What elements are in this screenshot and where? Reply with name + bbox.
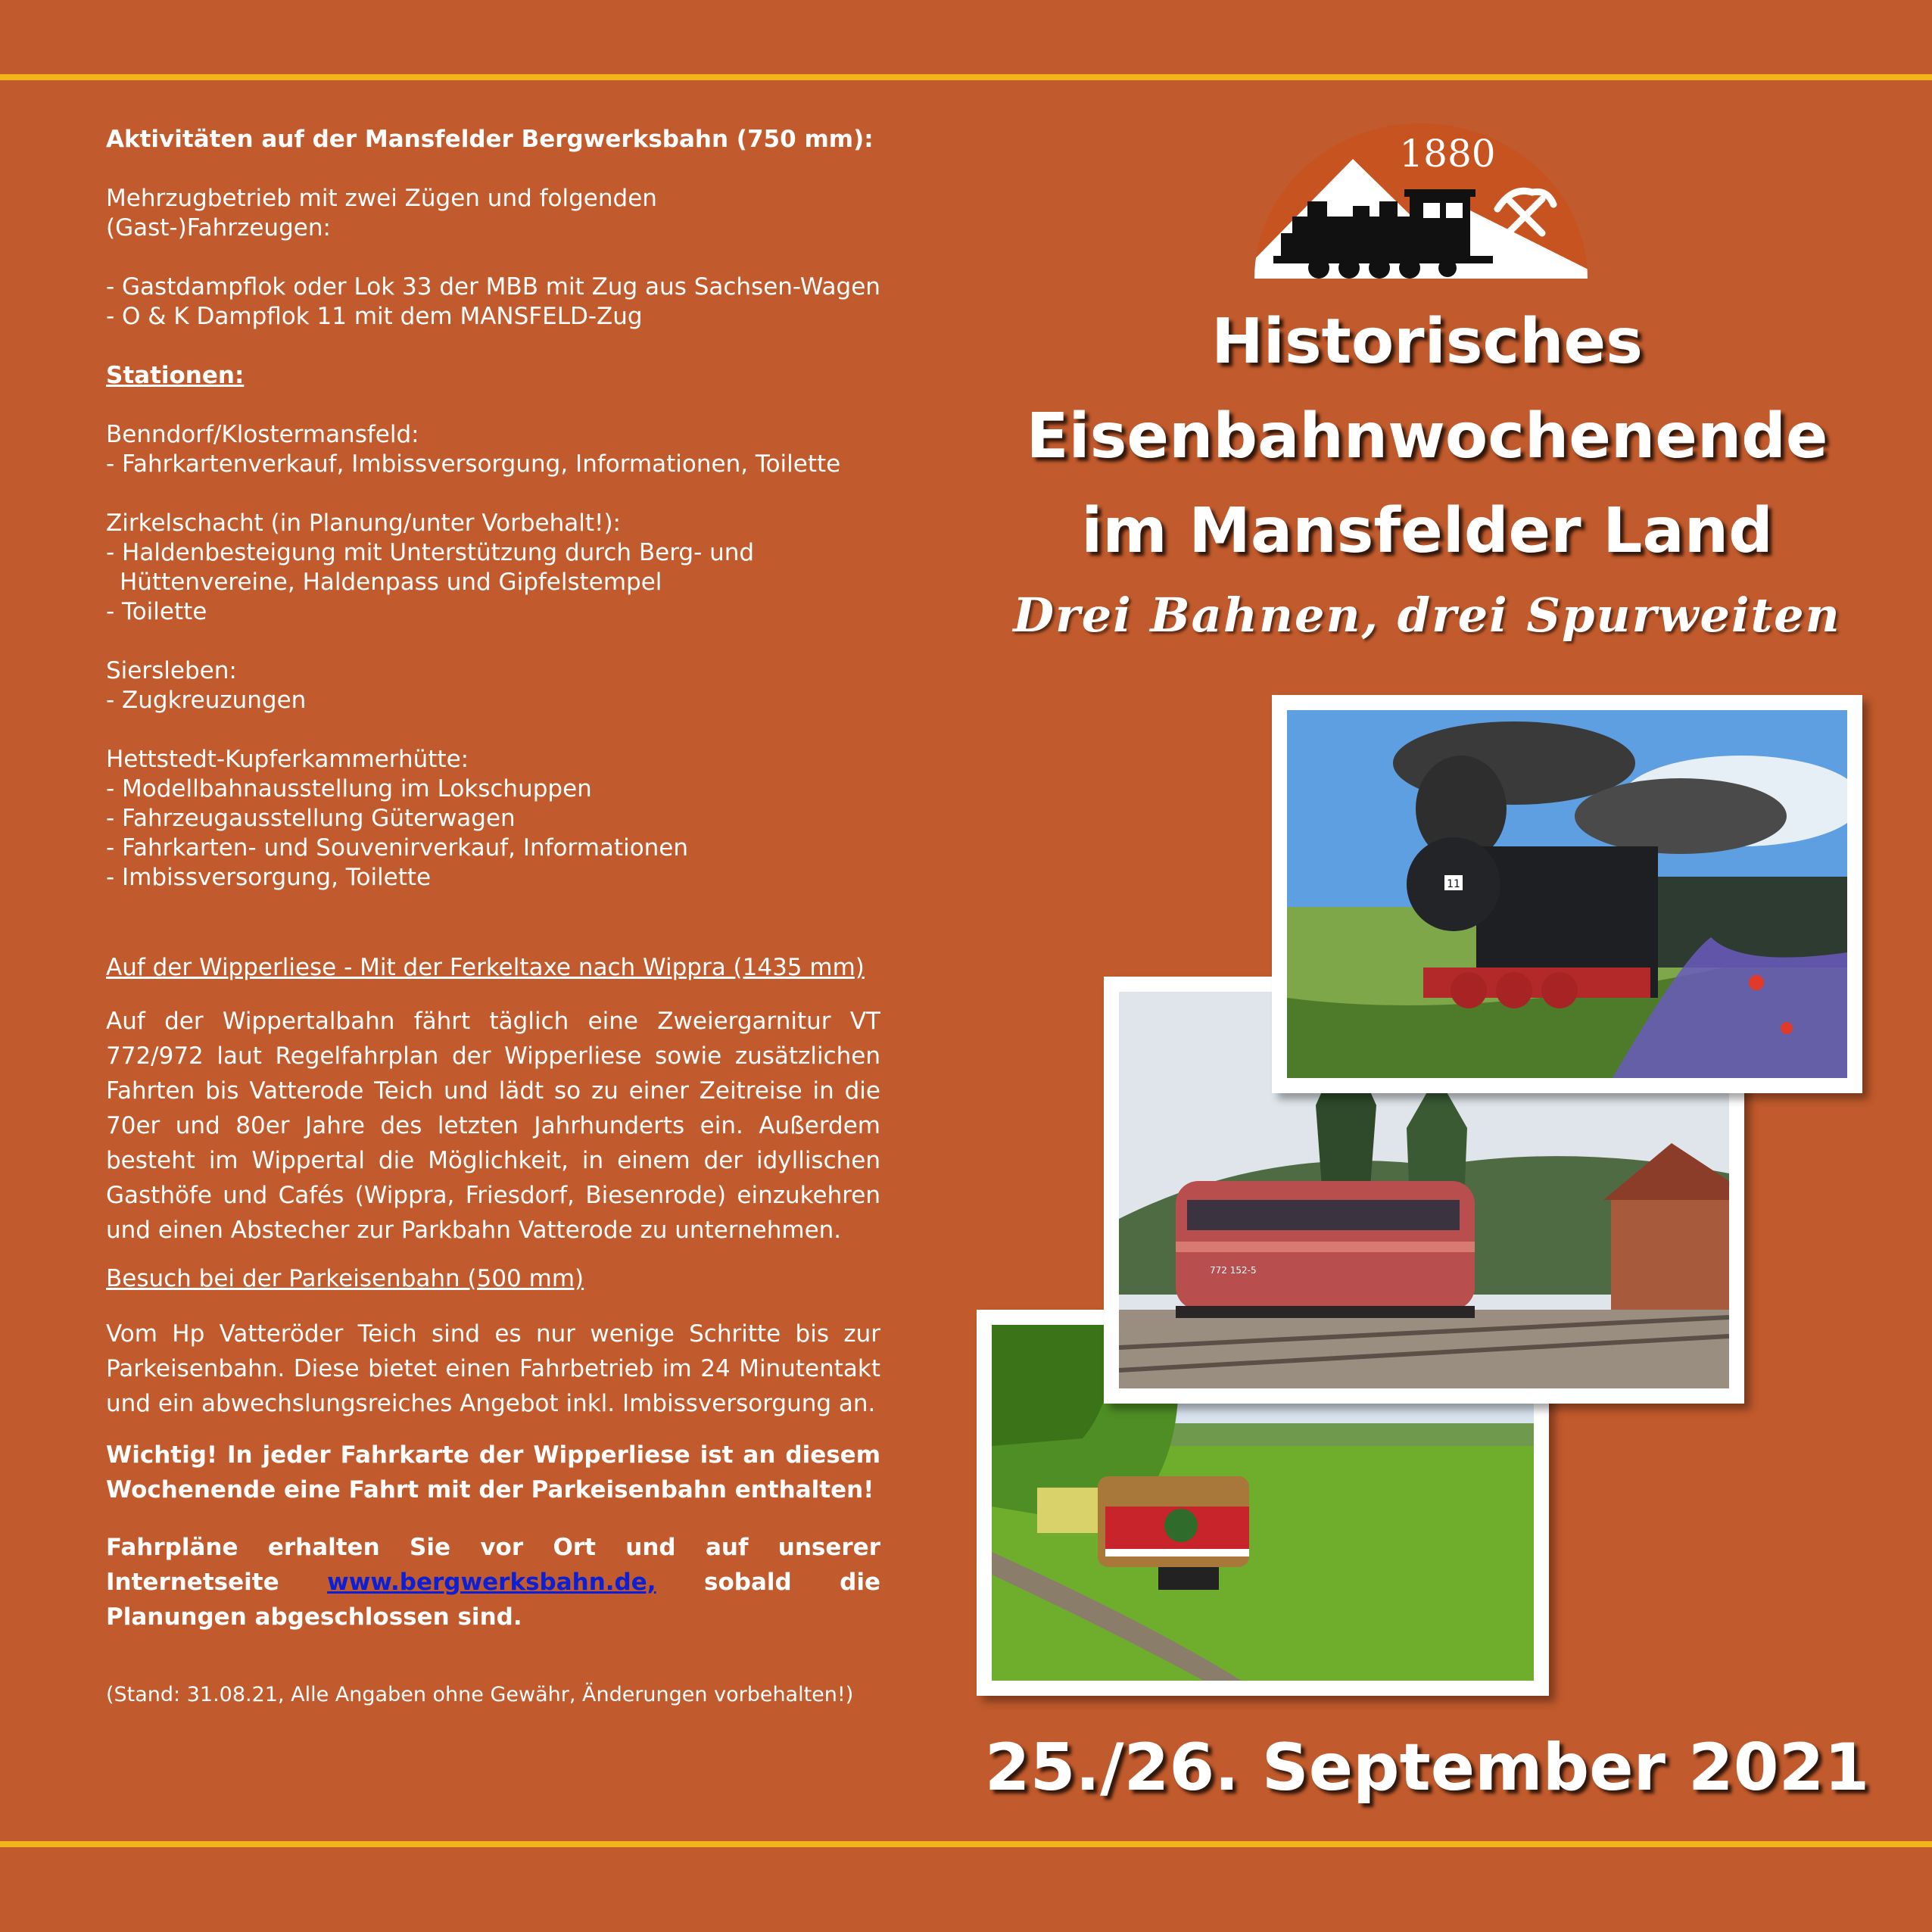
wipperliese-text: Auf der Wippertalbahn fährt täglich eine Zweiergarnitur VT 772/972 laut Regelfahrplan der Wipperliese sowie zusätzlichen Fahrten bis Vatterode Teich und lädt so zu einer Zeitreise in die 70er und 80er Jahre des letzten Jahrhunderts ein. Außerdem besteht im Wippertal die Möglichkeit, in einem der idyllischen Gasthöfe und Cafés (Wippra, Friesdorf, Biesenrode) einzukehren und einen Abstecher zur Parkbahn Vatterode zu unternehmen. [106,1008,880,1244]
station-item: - Toilette [106,598,207,625]
subtitle: Drei Bahnen, drei Spurweiten [1013,587,1841,643]
intro-text: Mehrzugbetrieb mit zwei Zügen und folgenden (Gast-)Fahrzeugen: [106,185,657,242]
left-text-column [106,125,880,1709]
top-gold-rule [0,74,1932,80]
activities-heading: Aktivitäten auf der Mansfelder Bergwerksbahn (750 mm): [106,126,874,153]
station-item: - Zugkreuzungen [106,687,307,714]
station-item: - Fahrkarten- und Souvenirverkauf, Informationen [106,834,689,862]
photo-steam-locomotive [1272,695,1862,1093]
station-name: Zirkelschacht (in Planung/unter Vorbehalt!): [106,509,622,537]
mbb-logo [1251,120,1591,294]
station-item: - Fahrzeugausstellung Güterwagen [106,805,516,832]
station-name: Benndorf/Klostermansfeld: [106,421,419,448]
station-name: Hettstedt-Kupferkammerhütte: [106,746,469,773]
stations-heading: Stationen: [106,362,245,389]
parkeisenbahn-text: Vom Hp Vatteröder Teich sind es nur wenige Schritte bis zur Parkeisenbahn. Diese bietet einen Fahrbetrieb im 24 Minutentakt und ein abwechslungsreiches Angebot inkl. Imbissversorgung an. [106,1320,880,1417]
logo-year: 1880 [1399,132,1496,176]
event-date: 25./26. September 2021 [984,1730,1870,1806]
title-line-1: Historisches [1211,306,1643,378]
station-item: - Haldenbesteigung mit Unterstützung durch Berg- und [106,539,755,566]
station-name: Siersleben: [106,657,237,684]
station-item: - Fahrkartenverkauf, Imbissversorgung, Informationen, Toilette [106,450,841,478]
station-item: - Modellbahnausstellung im Lokschuppen [106,775,592,802]
title-line-2: Eisenbahnwochenende [1026,400,1828,472]
bottom-gold-rule [0,1841,1932,1847]
footnote: (Stand: 31.08.21, Alle Angaben ohne Gewähr, Änderungen vorbehalten!) [106,1683,854,1706]
station-item: Hüttenvereine, Haldenpass und Gipfelstempel [120,569,662,596]
station-item: - Imbissversorgung, Toilette [106,864,432,891]
loco-number: 11 [1447,878,1460,890]
vehicle-item: - Gastdampflok oder Lok 33 der MBB mit Zug aus Sachsen-Wagen [106,273,880,301]
wipperliese-heading: Auf der Wipperliese - Mit der Ferkeltaxe nach Wippra (1435 mm) [106,954,865,981]
vehicle-item: - O & K Dampflok 11 mit dem MANSFELD-Zug [106,303,643,330]
schedule-note: Fahrpläne erhalten Sie vor Ort und auf unserer Internetseite www.bergwerksbahn.de, sobald die Planungen abgeschlossen sind. [106,1534,881,1631]
title-line-3: im Mansfelder Land [1081,495,1773,567]
important-note: Wichtig! In jeder Fahrkarte der Wipperliese ist an diesem Wochenende eine Fahrt mit der Parkeisenbahn enthalten! [106,1441,880,1504]
website-link[interactable]: www.bergwerksbahn.de, [327,1569,656,1596]
railcar-number: 772 152-5 [1210,1265,1257,1276]
parkeisenbahn-heading: Besuch bei der Parkeisenbahn (500 mm) [106,1265,584,1292]
